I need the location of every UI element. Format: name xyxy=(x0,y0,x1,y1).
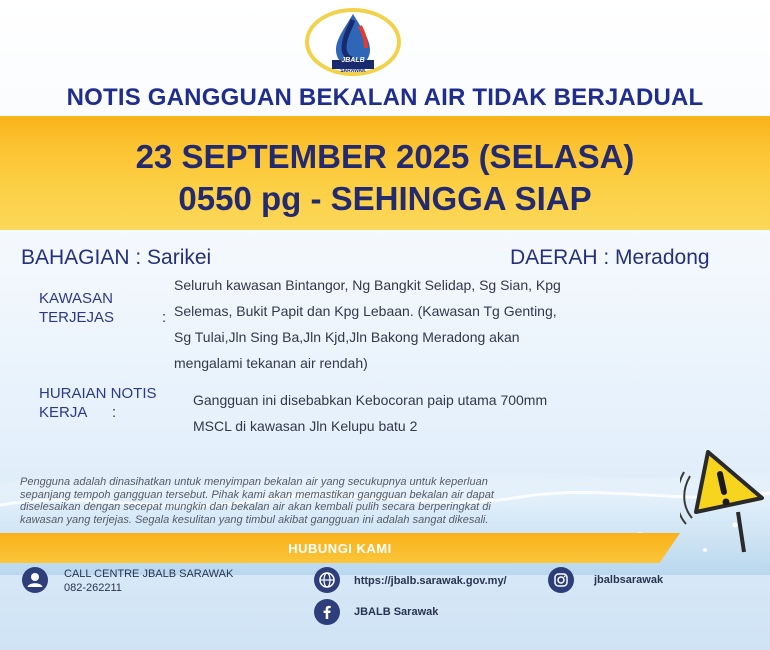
facebook-icon xyxy=(314,599,340,625)
kawasan-label xyxy=(39,289,114,327)
call-centre-phone[interactable]: 082-262211 xyxy=(64,582,122,594)
disclaimer-line: sepanjang tempoh gangguan tersebut. Pihak kami akan memastikan gangguan bekalan air dapat xyxy=(20,488,494,501)
kawasan-line: mengalami tekanan air rendah) xyxy=(174,355,368,371)
instagram-handle[interactable]: jbalbsarawak xyxy=(594,574,664,586)
kawasan-label-line1: KAWASAN xyxy=(39,290,113,307)
disclaimer-line: diselesaikan dengan secepat mungkin dan bekalan air akan kembali pulih secara berperingkat di xyxy=(20,501,491,513)
bahagian-label: BAHAGIAN : Sarikei xyxy=(21,246,212,269)
huraian-label xyxy=(39,384,157,422)
call-centre-label: CALL CENTRE JBALB SARAWAK xyxy=(64,568,234,580)
daerah-label: DAERAH : Meradong xyxy=(510,246,710,269)
warning-sign-icon xyxy=(680,446,770,556)
kawasan-line: Selemas, Bukit Papit dan Kpg Lebaan. (Kawasan Tg Genting, xyxy=(174,303,557,319)
huraian-line: Gangguan ini disebabkan Kebocoran paip utama 700mm xyxy=(193,392,548,408)
huraian-line: MSCL di kawasan Jln Kelupu batu 2 xyxy=(193,418,418,434)
kawasan-line: Seluruh kawasan Bintangor, Ng Bangkit Selidap, Sg Sian, Kpg xyxy=(174,277,561,293)
notice-title: NOTIS GANGGUAN BEKALAN AIR TIDAK BERJADUAL xyxy=(66,84,704,111)
kawasan-line: Sg Tulai,Jln Sing Ba,Jln Kjd,Jln Bakong Meradong akan xyxy=(174,329,520,345)
time-line: 0550 pg - SEHINGGA SIAP xyxy=(178,180,592,217)
logo-region: SARAWAK xyxy=(340,68,366,74)
kawasan-label-line2: TERJEJAS xyxy=(39,309,115,326)
disclaimer-line: kawasan yang terjejas. Segala kesulitan yang timbul akibat gangguan ini adalah sangat dikesali. xyxy=(20,513,489,526)
disclaimer-line: Pengguna adalah dinasihatkan untuk menyimpan bekalan air yang secukupnya untuk keperluan xyxy=(20,476,488,488)
user-headset-icon xyxy=(22,567,48,593)
huraian-label-line2: KERJA xyxy=(39,404,88,421)
logo-abbrev: JBALB xyxy=(341,57,365,64)
kawasan-colon: : xyxy=(162,309,167,326)
facebook-page[interactable]: JBALB Sarawak xyxy=(354,606,439,618)
date-line: 23 SEPTEMBER 2025 (SELASA) xyxy=(135,138,635,175)
huraian-colon: : xyxy=(112,404,117,421)
disclaimer-text xyxy=(20,476,660,526)
huraian-text xyxy=(193,387,613,439)
website-link[interactable]: https://jbalb.sarawak.gov.my/ xyxy=(354,575,507,587)
instagram-icon xyxy=(548,567,574,593)
contact-heading: HUBUNGI KAMI xyxy=(288,541,392,556)
kawasan-text xyxy=(174,272,614,376)
huraian-label-line1: HURAIAN NOTIS xyxy=(39,385,157,402)
globe-icon xyxy=(314,567,340,593)
